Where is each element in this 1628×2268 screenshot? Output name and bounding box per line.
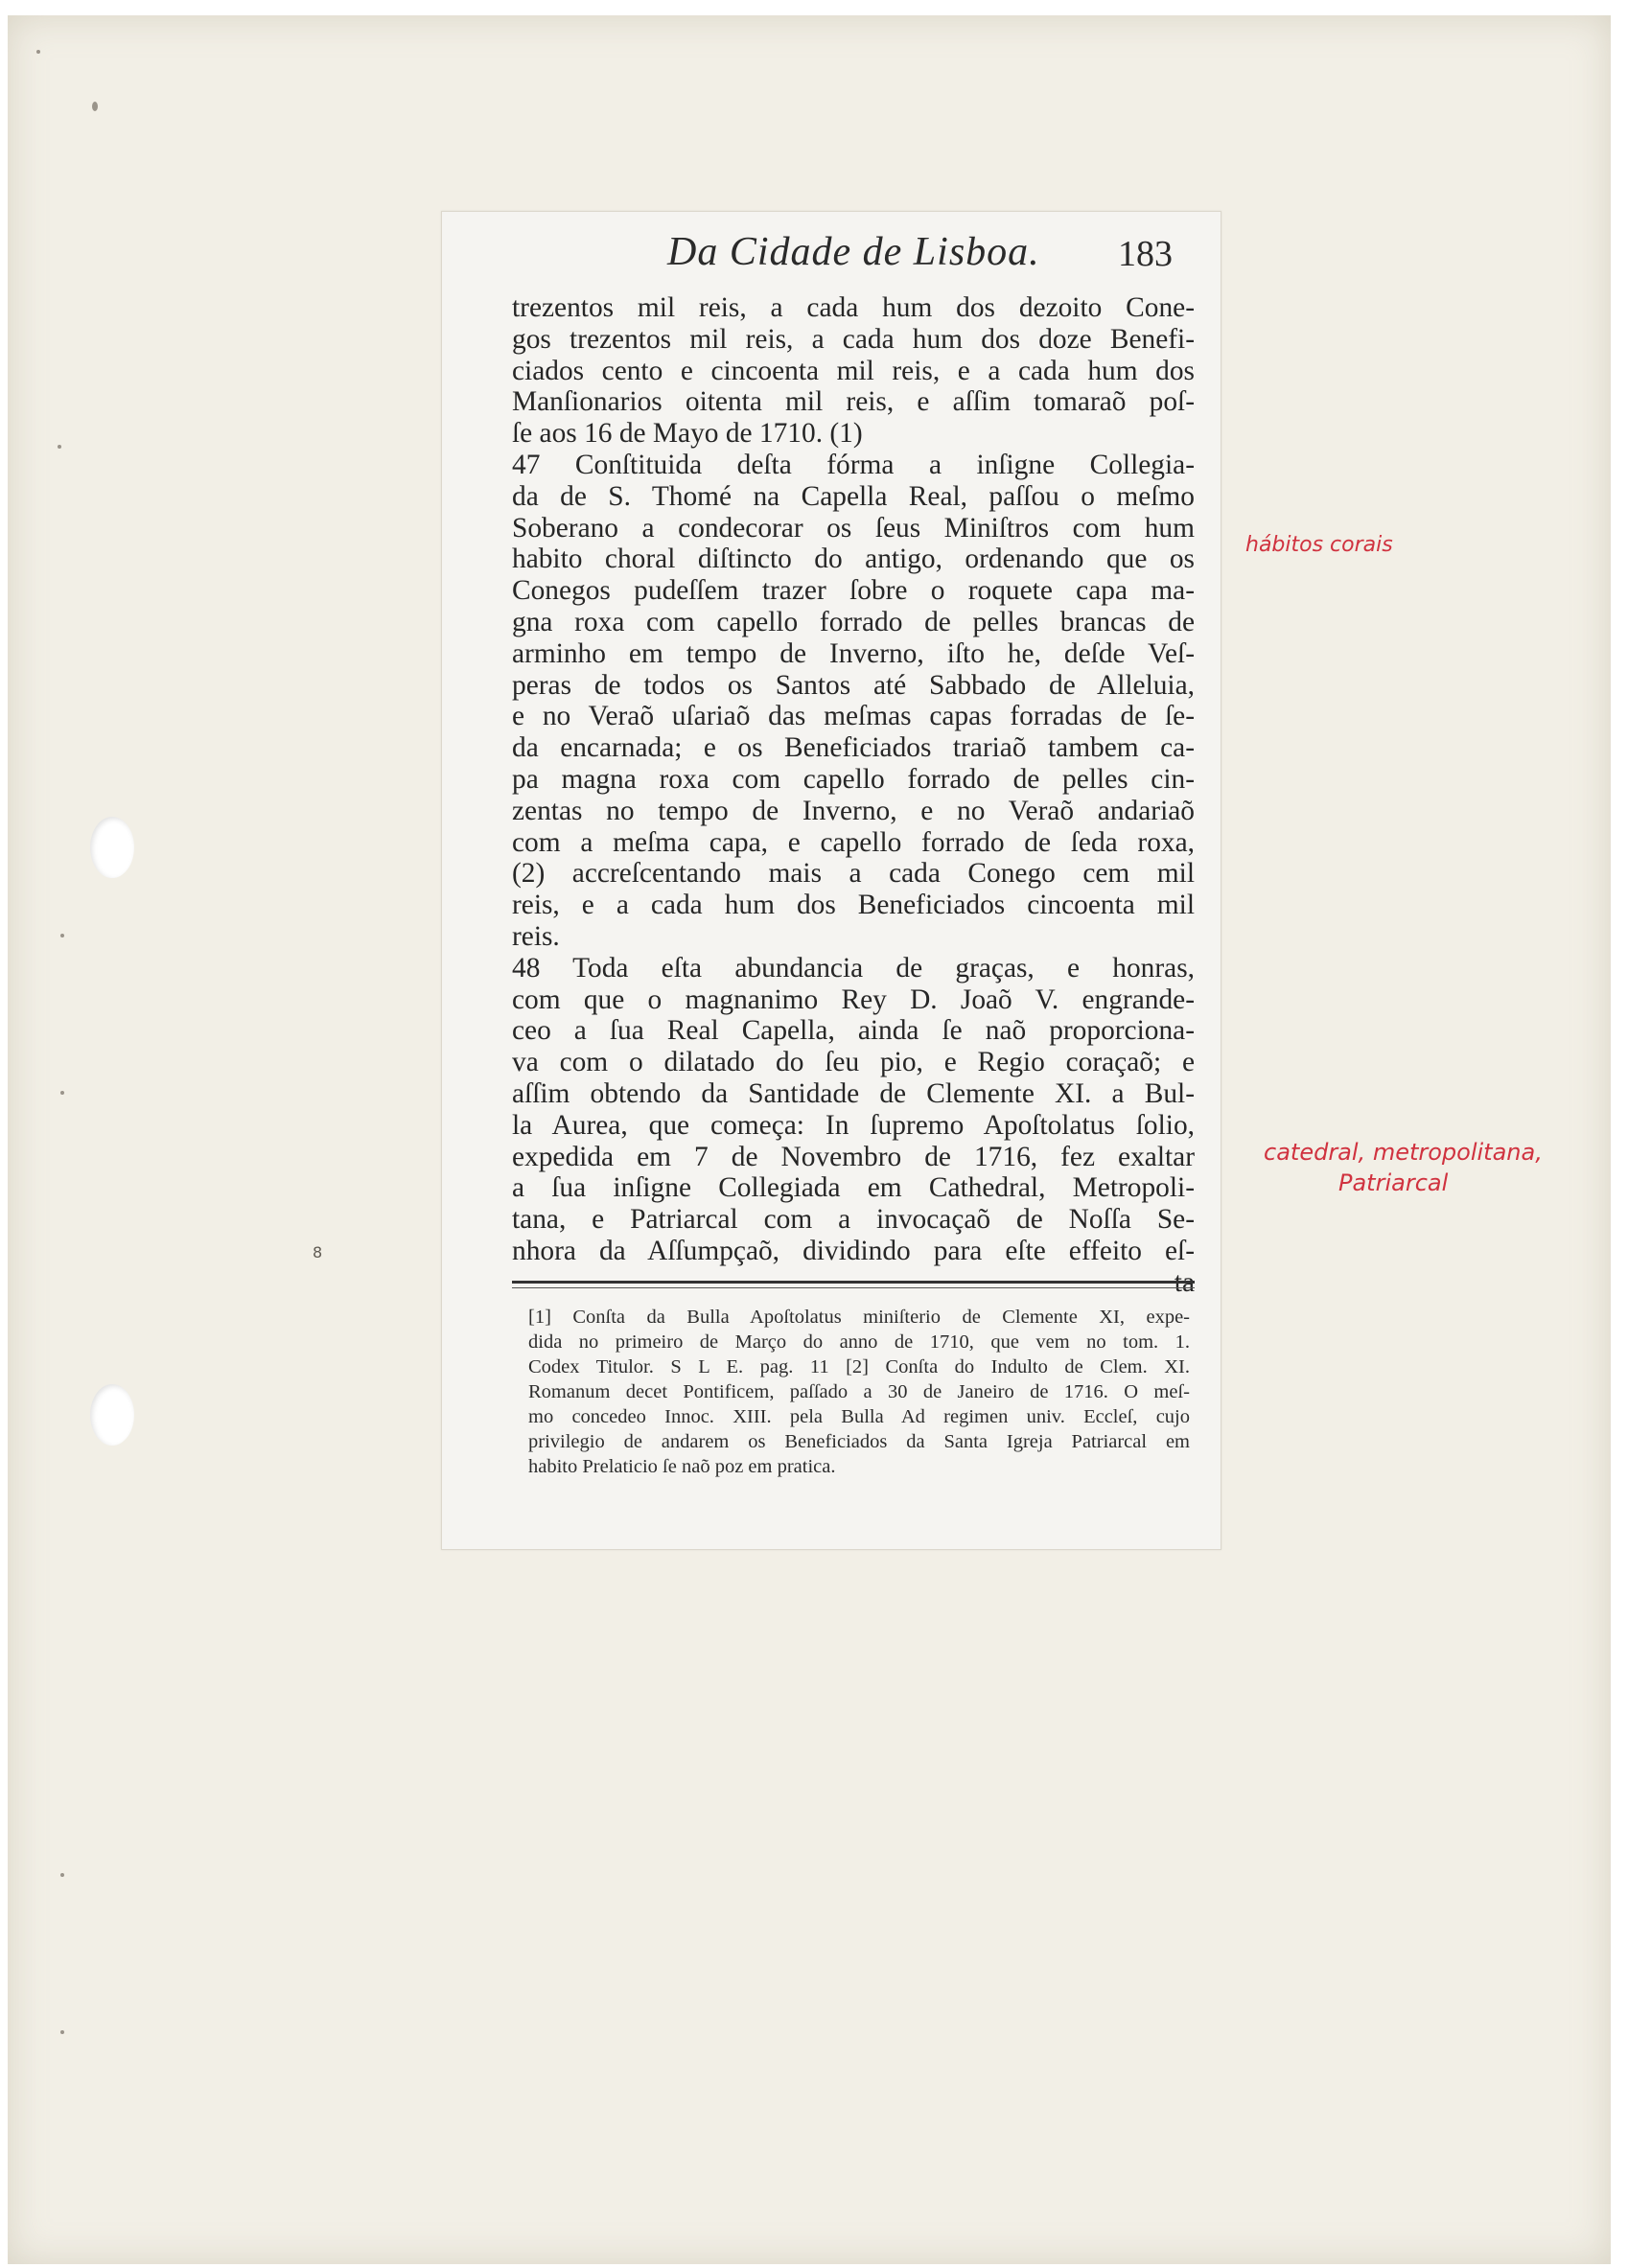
body-line: reis, e a cada hum dos Beneficiados cincoenta mil xyxy=(512,890,1195,921)
body-line: Manſionarios oitenta mil reis, e aſſim tomaraõ poſ- xyxy=(512,386,1195,418)
body-line: zentas no tempo de Inverno, e no Veraõ andariaõ xyxy=(512,795,1195,826)
footnote-line: mo concedeo Innoc. XIII. pela Bulla Ad regimen univ. Eccleſ, cujo xyxy=(528,1406,1190,1427)
running-head xyxy=(442,229,1221,296)
speck xyxy=(60,934,64,937)
body-line: 47 Conſtituida deſta fórma a inſigne Collegia- xyxy=(512,449,1195,480)
speck xyxy=(36,50,40,54)
body-line: aſſim obtendo da Santidade de Clemente XI. a Bul- xyxy=(512,1077,1195,1109)
footnote-line: [1] Conſta da Bulla Apoſtolatus miniſterio de Clemente XI, expe- xyxy=(528,1307,1190,1328)
margin-note-catedral-line-1: catedral, metropolitana, xyxy=(1264,1139,1543,1166)
body-line: la Aurea, que começa: In ſupremo Apoſtolatus ſolio, xyxy=(512,1109,1195,1141)
body-line: peras de todos os Santos até Sabbado de Alleluia, xyxy=(512,669,1195,701)
body-line: trezentos mil reis, a cada hum dos dezoito Cone- xyxy=(512,292,1195,323)
body-line: habito choral diſtincto do antigo, ordenando que os xyxy=(512,544,1195,575)
body-line: e no Veraõ uſariaõ das meſmas capas forradas de ſe- xyxy=(512,701,1195,732)
speck xyxy=(58,445,61,449)
body-line: com a meſma capa, e capello forrado de ſeda roxa, xyxy=(512,826,1195,858)
body-line: a ſua inſigne Collegiada em Cathedral, Metropoli- xyxy=(512,1172,1195,1204)
speck xyxy=(60,1873,64,1877)
body-line: arminho em tempo de Inverno, iſto he, deſde Veſ- xyxy=(512,637,1195,669)
body-line: Soberano a condecorar os ſeus Miniſtros com hum xyxy=(512,512,1195,544)
punch-hole-1 xyxy=(90,817,134,878)
body-line: (2) accreſcentando mais a cada Conego cem mil xyxy=(512,858,1195,890)
pencil-mark: 8 xyxy=(313,1243,323,1261)
body-line: gos trezentos mil reis, a cada hum dos doze Benefi- xyxy=(512,323,1195,355)
speck xyxy=(60,2030,64,2034)
footnote-line: Romanum decet Pontificem, paſſado a 30 de Janeiro de 1716. O meſ- xyxy=(528,1381,1190,1402)
footnote-line: dida no primeiro de Março do anno de 1710, que vem no tom. 1. xyxy=(528,1331,1190,1353)
body-line: ſe aos 16 de Mayo de 1710. (1) xyxy=(512,418,863,450)
footnote-line: Codex Titulor. S L E. pag. 11 [2] Conſta do Indulto de Clem. XI. xyxy=(528,1356,1190,1377)
body-line: da de S. Thomé na Capella Real, paſſou o meſmo xyxy=(512,480,1195,512)
page-number: 183 xyxy=(1118,234,1173,274)
body-line: com que o magnanimo Rey D. Joaõ V. engrande- xyxy=(512,984,1195,1015)
body-line: da encarnada; e os Beneficiados trariaõ tambem ca- xyxy=(512,732,1195,764)
body-line: gna roxa com capello forrado de pelles brancas de xyxy=(512,606,1195,637)
footnote-line: habito Prelaticio ſe naõ poz em pratica. xyxy=(528,1456,836,1477)
body-line: va com o dilatado do ſeu pio, e Regio coraçaõ; e xyxy=(512,1047,1195,1078)
body-line: 48 Toda eſta abundancia de graças, e honras, xyxy=(512,952,1195,984)
body-line: ceo a ſua Real Capella, ainda ſe naõ proporciona- xyxy=(512,1015,1195,1047)
body-line: nhora da Aſſumpçaõ, dividindo para eſte effeito eſ- xyxy=(512,1235,1195,1266)
speck xyxy=(60,1091,64,1095)
punch-hole-2 xyxy=(90,1384,134,1446)
page-title: Da Cidade de Lisboa. xyxy=(667,230,1040,274)
body-line: reis. xyxy=(512,920,560,952)
printed-page-clipping xyxy=(441,211,1221,1550)
body-line: expedida em 7 de Novembro de 1716, fez exaltar xyxy=(512,1141,1195,1172)
speck xyxy=(92,102,98,111)
margin-note-habitos: hábitos corais xyxy=(1245,533,1393,557)
footnote-line: privilegio de andarem os Beneficiados da Santa Igreja Patriarcal em xyxy=(528,1431,1190,1452)
body-line: ciados cento e cincoenta mil reis, e a cada hum dos xyxy=(512,355,1195,386)
footnote-rule xyxy=(512,1281,1195,1288)
margin-note-catedral-line-2: Patriarcal xyxy=(1338,1169,1449,1196)
footnotes xyxy=(528,1305,1190,1479)
body-line: Conegos pudeſſem trazer ſobre o roquete capa ma- xyxy=(512,575,1195,607)
body-line: tana, e Patriarcal com a invocaçaõ de Noſſa Se- xyxy=(512,1204,1195,1236)
body-line: ta xyxy=(1174,1266,1195,1298)
body-text xyxy=(512,292,1195,1299)
body-line: pa magna roxa com capello forrado de pelles cin- xyxy=(512,763,1195,795)
